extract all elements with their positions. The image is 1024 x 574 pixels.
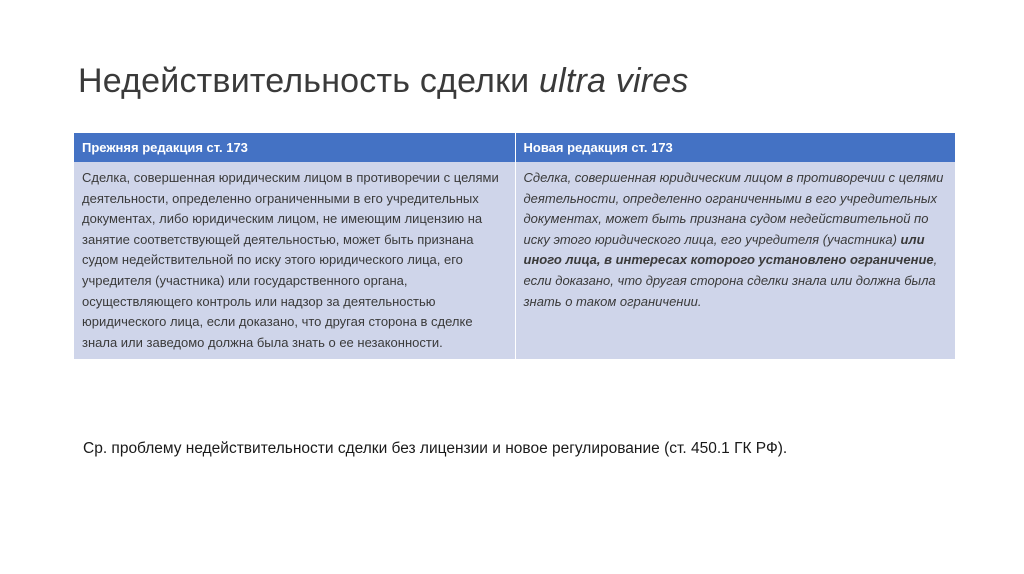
- table-row: [74, 162, 955, 359]
- new-text-part2: , если доказано, что другая сторона сделки знала или должна была знать о таком ограничении.: [523, 252, 938, 309]
- title-italic-text: ultra vires: [539, 62, 689, 100]
- comparison-table: [74, 133, 955, 359]
- title-main-text: Недействительность сделки: [78, 62, 539, 100]
- new-text-bold: или иного лица, в интересах которого установлено ограничение: [523, 231, 934, 268]
- table-header-row: [74, 133, 955, 162]
- header-old-edition: Прежняя редакция ст. 173: [74, 133, 515, 162]
- slide-title: [78, 62, 689, 101]
- new-edition-text: [515, 162, 955, 359]
- new-text-part1: Сделка, совершенная юридическим лицом в противоречии с целями деятельности, определенно ограниченными в его учредительных документах, может быть признана судом недействительной по иску этого юридического лица, его учредителя (участника): [523, 170, 944, 247]
- old-edition-text: Сделка, совершенная юридическим лицом в противоречии с целями деятельности, определенно ограниченными в его учредительных документах, либо юридическим лицом, не имеющим лицензию на занятие соответствующей деятельностью, может быть признана судом недействительной по иску этого юридического лица, его учредителя (участника) или государственного органа, осуществляющего контроль или надзор за деятельностью юридического лица, если доказано, что другая сторона в сделке знала или заведомо должна была знать о ее незаконности.: [74, 162, 515, 359]
- footnote-text: Ср. проблему недействительности сделки без лицензии и новое регулирование (ст. 450.1 ГК РФ).: [83, 440, 788, 457]
- header-new-edition: Новая редакция ст. 173: [515, 133, 955, 162]
